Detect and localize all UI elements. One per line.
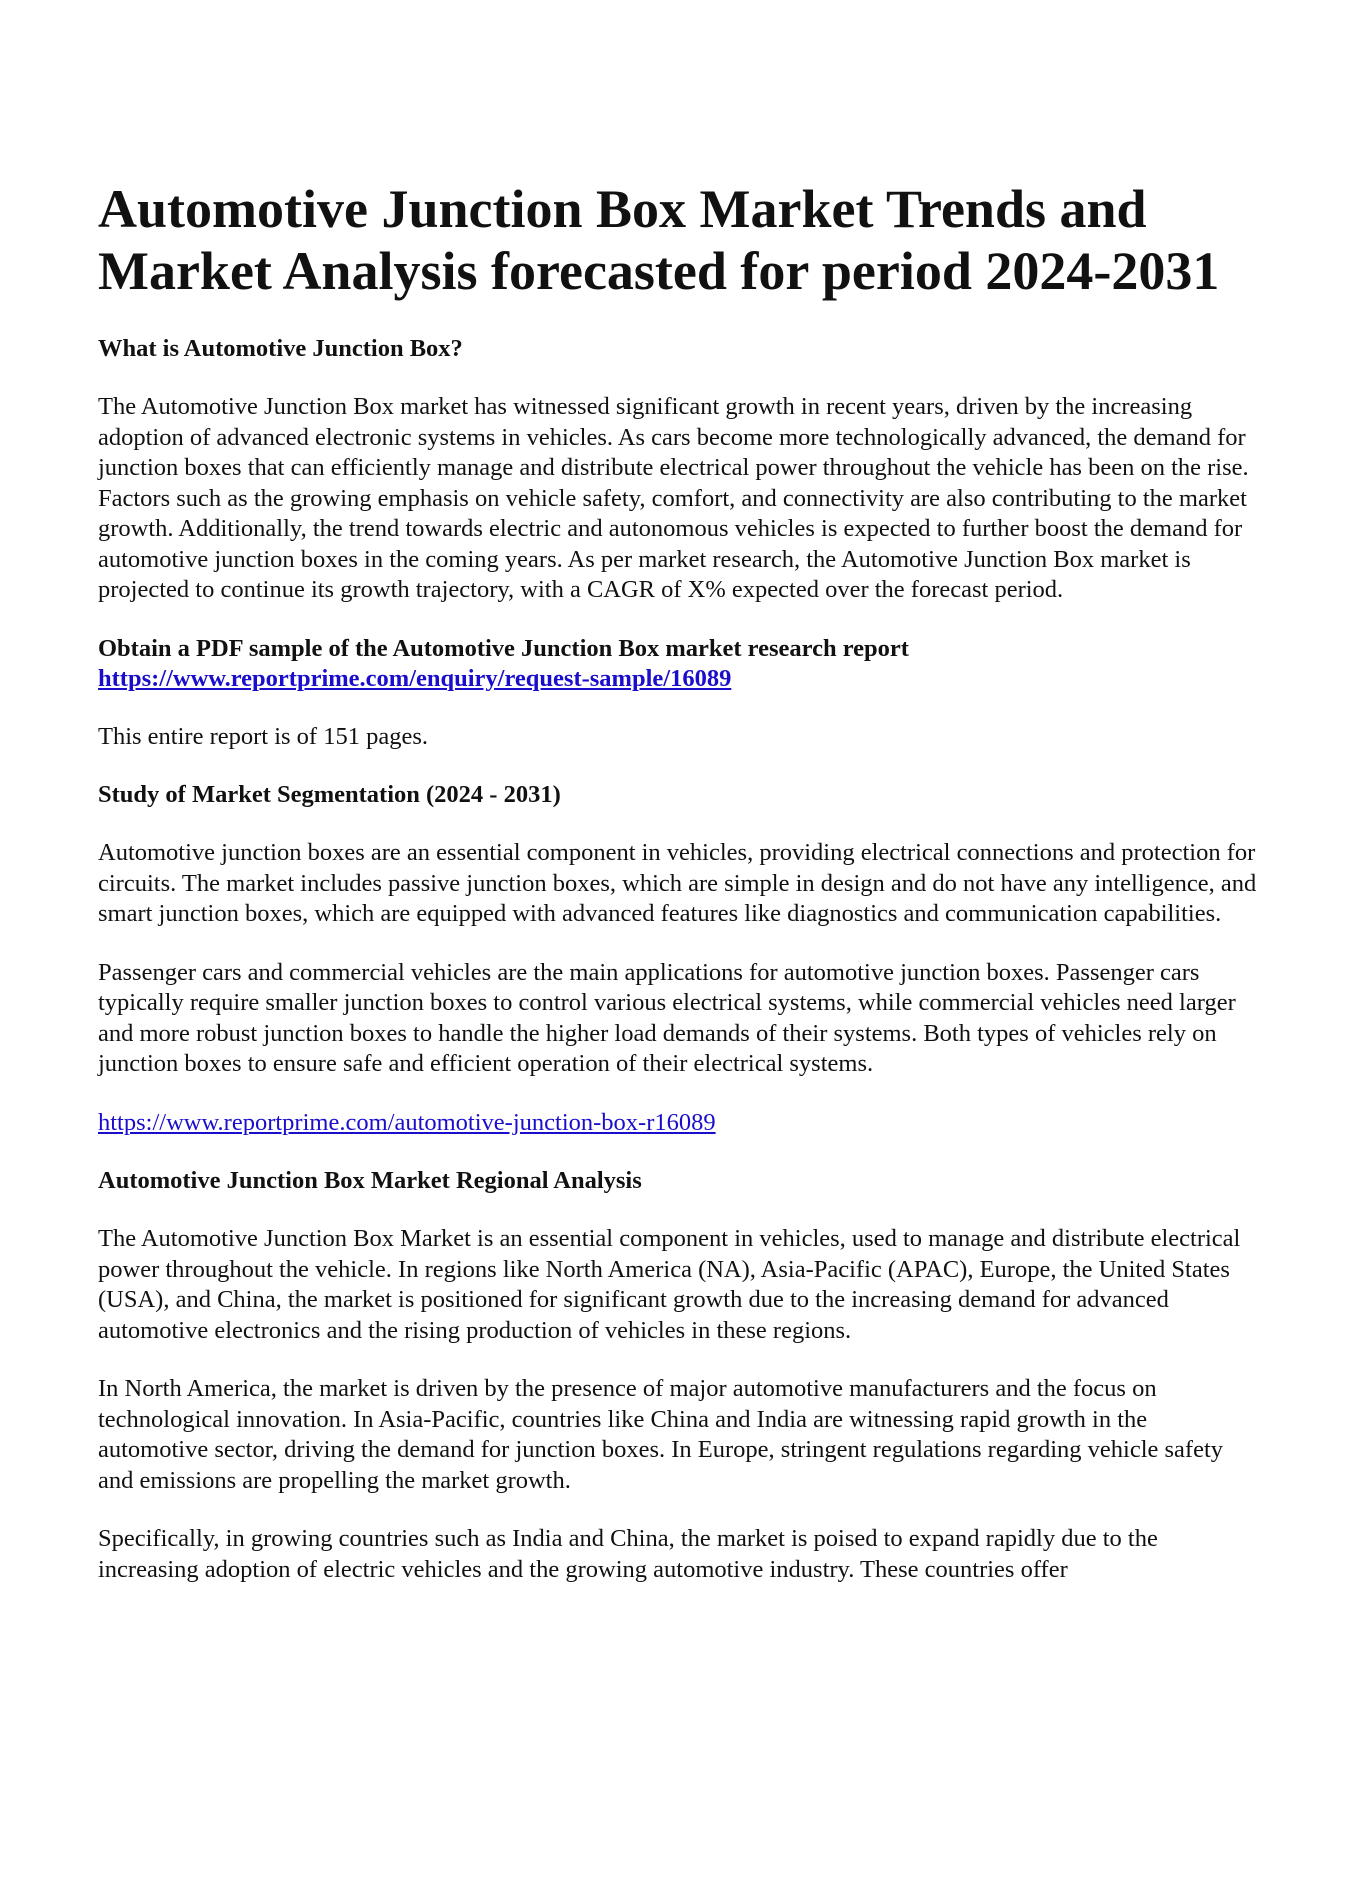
sample-request-link[interactable]: https://www.reportprime.com/enquiry/request-sample/16089 [98,664,732,692]
report-link[interactable]: https://www.reportprime.com/automotive-junction-box-r16089 [98,1108,716,1136]
regional-paragraph-1: The Automotive Junction Box Market is an essential component in vehicles, used to manage and distribute electrical power throughout the vehicle. In regions like North America (NA), Asia-Pacific (APAC), Europe, the United States (USA), and China, the market is positioned for significant growth due to the increasing demand for advanced automotive electronics and the rising production of vehicles in these regions. [98,1225,1241,1344]
segmentation-heading: Study of Market Segmentation (2024 - 2031) [98,781,561,808]
intro-paragraph: The Automotive Junction Box market has witnessed significant growth in recent years, driven by the increasing adoption of advanced electronic systems in vehicles. As cars become more technologically advanced, the demand for junction boxes that can efficiently manage and distribute electrical power throughout the vehicle has been on the rise. Factors such as the growing emphasis on vehicle safety, comfort, and connectivity are also contributing to the market growth. Additionally, the trend towards electric and autonomous vehicles is expected to further boost the demand for automotive junction boxes in the coming years. As per market research, the Automotive Junction Box market is projected to continue its growth trajectory, with a CAGR of X% expected over the forecast period. [98,393,1249,603]
sample-request-text: Obtain a PDF sample of the Automotive Junction Box market research report [98,634,909,662]
report-link-paragraph [98,1108,1258,1139]
pages-note: This entire report is of 151 pages. [98,722,428,750]
page-title: Automotive Junction Box Market Trends and Market Analysis forecasted for period 2024-2031 [98,179,1220,301]
regional-paragraph-2: In North America, the market is driven by the presence of major automotive manufacturers and the focus on technological innovation. In Asia-Pacific, countries like China and India are witnessing rapid growth in the automotive sector, driving the demand for junction boxes. In Europe, stringent regulations regarding vehicle safety and emissions are propelling the market growth. [98,1375,1224,1494]
sample-request [98,634,1258,694]
document-page [98,178,1258,1613]
what-is-heading: What is Automotive Junction Box? [98,335,463,362]
regional-paragraph-3: Specifically, in growing countries such as India and China, the market is poised to expand rapidly due to the increasing adoption of electric vehicles and the growing automotive industry. These countries offer [98,1525,1158,1583]
segmentation-paragraph-1: Automotive junction boxes are an essential component in vehicles, providing electrical connections and protection for circuits. The market includes passive junction boxes, which are simple in design and do not have any intelligence, and smart junction boxes, which are equipped with advanced features like diagnostics and communication capabilities. [98,839,1257,927]
regional-heading: Automotive Junction Box Market Regional Analysis [98,1167,642,1194]
segmentation-paragraph-2: Passenger cars and commercial vehicles are the main applications for automotive junction boxes. Passenger cars typically require smaller junction boxes to control various electrical systems, while commercial vehicles need larger and more robust junction boxes to handle the higher load demands of their systems. Both types of vehicles rely on junction boxes to ensure safe and efficient operation of their electrical systems. [98,958,1236,1077]
